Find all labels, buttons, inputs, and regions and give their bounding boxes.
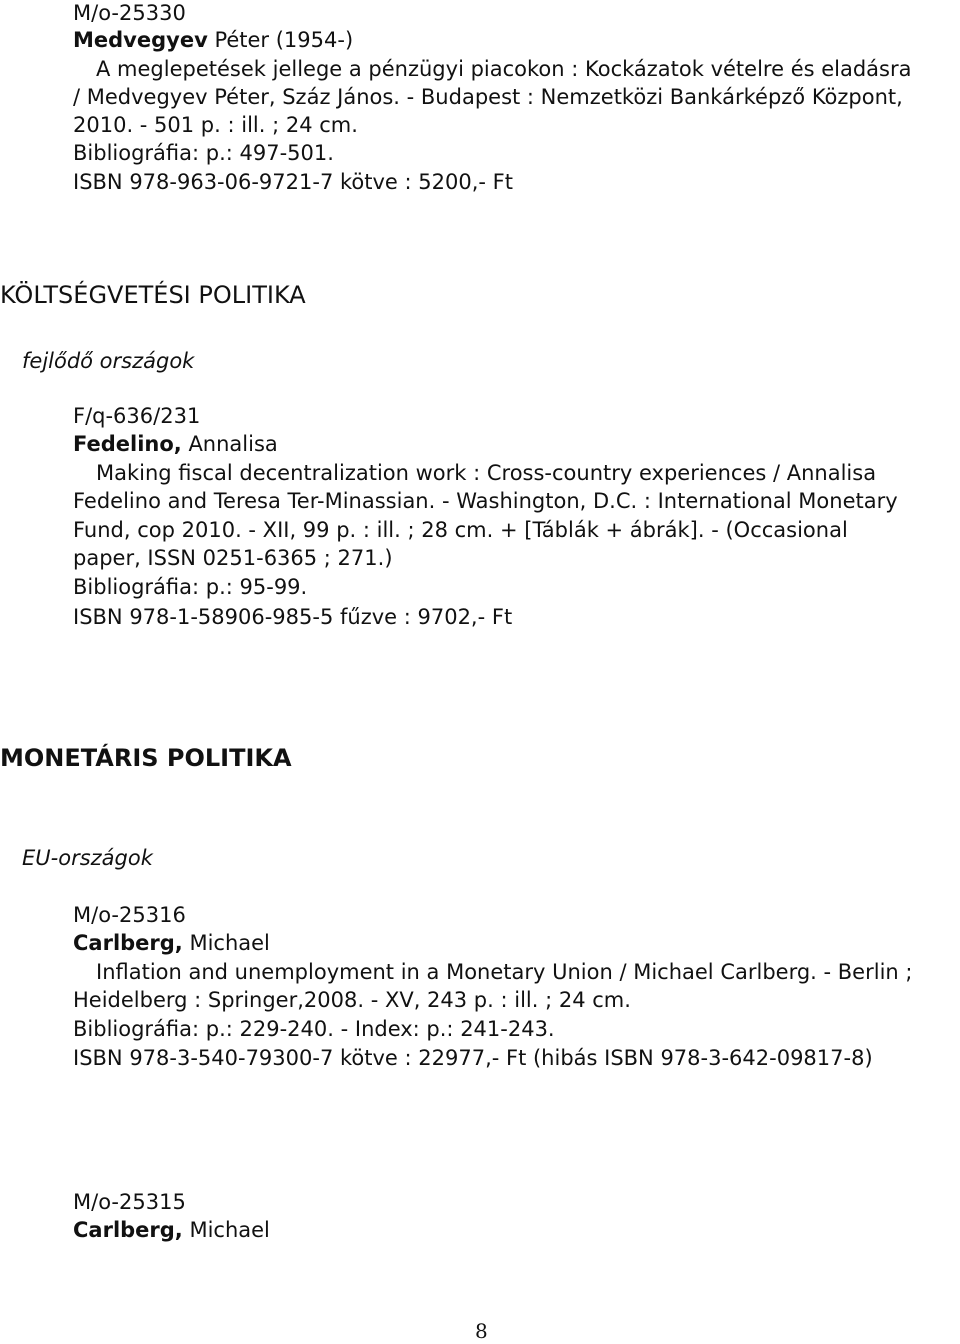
author-surname: Fedelino, — [73, 432, 182, 456]
description-line: / Medvegyev Péter, Száz János. - Budapest : Nemzetközi Bankárképző Központ, — [73, 85, 903, 109]
description-line: 2010. - 501 p. : ill. ; 24 cm. — [73, 113, 358, 137]
title-line: Making fiscal decentralization work : Cross-country experiences / Annalisa — [96, 461, 877, 485]
isbn-line: ISBN 978-963-06-9721-7 kötve : 5200,- Ft — [73, 170, 513, 194]
author-surname: Carlberg, — [73, 1218, 183, 1242]
description-line: Heidelberg : Springer,2008. - XV, 243 p. : ill. ; 24 cm. — [73, 988, 631, 1012]
isbn-line: ISBN 978-3-540-79300-7 kötve : 22977,- Ft (hibás ISBN 978-3-642-09817-8) — [73, 1046, 873, 1070]
title-line: Inflation and unemployment in a Monetary Union / Michael Carlberg. - Berlin ; — [96, 960, 913, 984]
title-line: A meglepetések jellege a pénzügyi piacokon : Kockázatok vételre és eladásra — [96, 57, 912, 81]
author-line — [73, 1217, 270, 1243]
description-line: paper, ISSN 0251-6365 ; 271.) — [73, 546, 393, 570]
section-subheading: fejlődő országok — [22, 349, 195, 373]
description-line: Fund, cop 2010. - XII, 99 p. : ill. ; 28 cm. + [Táblák + ábrák]. - (Occasional — [73, 518, 848, 542]
call-number: F/q-636/231 — [73, 404, 201, 428]
bibliography-line: Bibliográfia: p.: 95-99. — [73, 575, 308, 599]
author-given: Michael — [182, 931, 270, 955]
description-line: Fedelino and Teresa Ter-Minassian. - Washington, D.C. : International Monetary — [73, 489, 898, 513]
call-number: M/o-25316 — [73, 903, 186, 927]
author-line — [73, 27, 353, 53]
bibliography-line: Bibliográfia: p.: 497-501. — [73, 141, 334, 165]
section-subheading: EU-országok — [22, 846, 153, 870]
call-number: M/o-25330 — [73, 1, 186, 25]
page-number: 8 — [475, 1319, 488, 1343]
call-number: M/o-25315 — [73, 1190, 186, 1214]
author-given: Péter (1954-) — [207, 28, 354, 52]
author-surname: Carlberg, — [73, 931, 183, 955]
isbn-line: ISBN 978-1-58906-985-5 fűzve : 9702,- Ft — [73, 605, 513, 629]
author-line — [73, 930, 270, 956]
section-heading: MONETÁRIS POLITIKA — [0, 744, 292, 772]
section-heading: KÖLTSÉGVETÉSI POLITIKA — [0, 281, 306, 309]
author-given: Michael — [182, 1218, 270, 1242]
author-line — [73, 431, 278, 457]
bibliography-line: Bibliográfia: p.: 229-240. - Index: p.: 241-243. — [73, 1017, 555, 1041]
author-given: Annalisa — [181, 432, 278, 456]
author-surname: Medvegyev — [73, 28, 208, 52]
